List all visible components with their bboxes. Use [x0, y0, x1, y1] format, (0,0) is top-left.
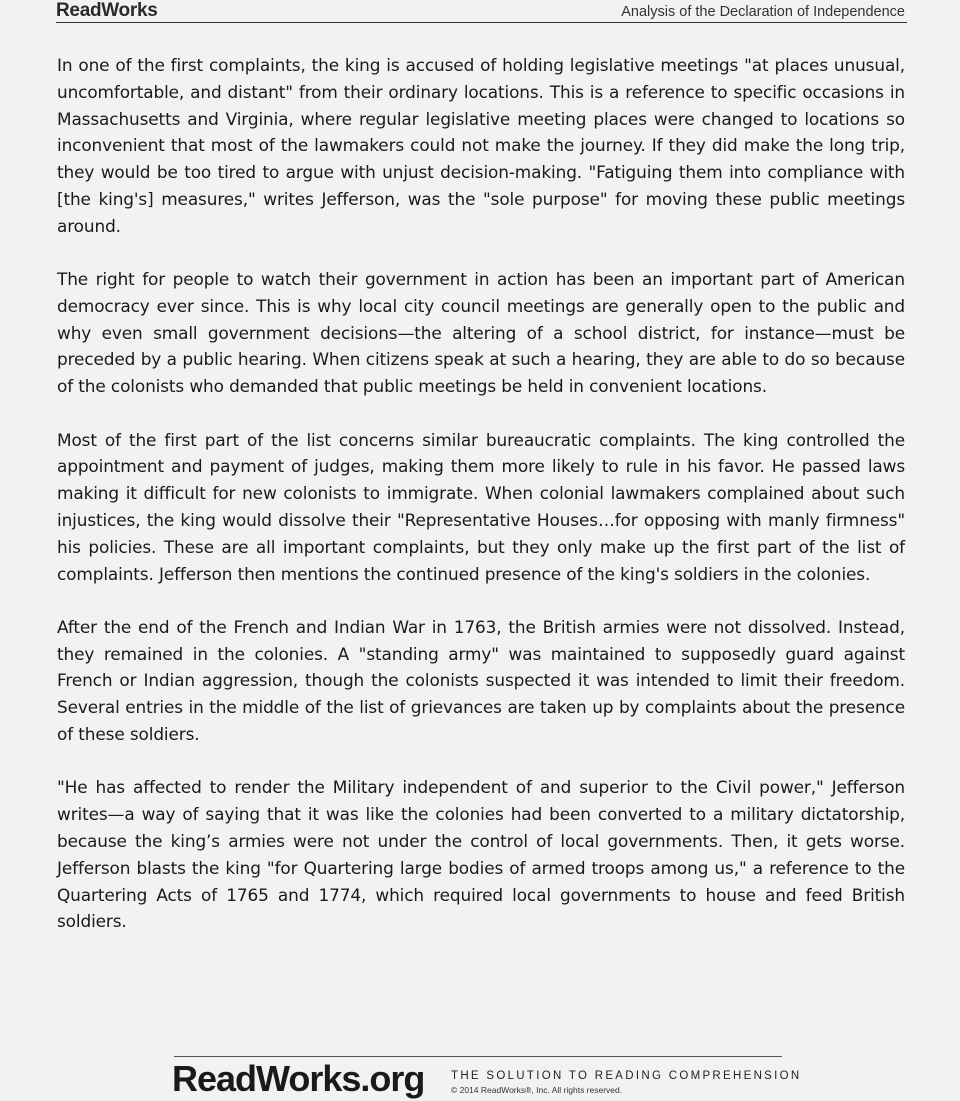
- paragraph: "He has affected to render the Military independent of and superior to the Civil power," Jefferson writes—a way of saying that it was like the colonies had been converted to a military dictatorship, because the king’s armies were not under the control of local governments. Then, it gets worse. Jefferson blasts the king "for Quartering large bodies of armed troops among us," a reference to the Quartering Acts of 1765 and 1774, which required local governments to house and feed British soldiers.: [57, 777, 905, 932]
- page-header: [56, 0, 907, 23]
- footer-logo: ReadWorks.org: [172, 1058, 425, 1099]
- paragraph: Most of the first part of the list concerns similar bureaucratic complaints. The king controlled the appointment and payment of judges, making them more likely to rule in his favor. He passed laws making it difficult for new colonists to immigrate. When colonial lawmakers complained about such injustices, the king would dissolve their "Representative Houses…for opposing with manly firmness" his policies. These are all important complaints, but they only make up the first part of the list of complaints. Jefferson then mentions the continued presence of the king's soldiers in the colonies.: [57, 429, 905, 584]
- article-body: [57, 52, 905, 962]
- document-title: Analysis of the Declaration of Independence: [621, 4, 905, 20]
- paragraph: After the end of the French and Indian War in 1763, the British armies were not dissolved. Instead, they remained in the colonies. A "standing army" was maintained to supposedly guard against French or Indian aggression, though the colonists suspected it was intended to limit their freedom. Several entries in the middle of the list of grievances are taken up by complaints about the presence of these soldiers.: [57, 616, 905, 745]
- paragraph: In one of the first complaints, the king is accused of holding legislative meetings "at places unusual, uncomfortable, and distant" from their ordinary locations. This is a reference to specific occasions in Massachusetts and Virginia, where regular legislative meeting places were changed to locations so inconvenient that most of the lawmakers could not make the journey. If they did make the long trip, they would be too tired to argue with unjust decision-making. "Fatiguing them into compliance with [the king's] measures," writes Jefferson, was the "sole purpose" for moving these public meetings around.: [57, 55, 905, 236]
- brand-logo: ReadWorks: [56, 0, 158, 21]
- footer-tagline: THE SOLUTION TO READING COMPREHENSION: [451, 1070, 802, 1082]
- footer-divider: [174, 1056, 782, 1057]
- paragraph: The right for people to watch their government in action has been an important part of American democracy ever since. This is why local city council meetings are generally open to the public and why even small government decisions—the altering of a school district, for instance—must be preceded by a public hearing. When citizens speak at such a hearing, they are able to do so because of the colonists who demanded that public meetings be held in convenient locations.: [57, 269, 905, 397]
- footer-copyright: © 2014 ReadWorks®, Inc. All rights reserved.: [451, 1085, 623, 1095]
